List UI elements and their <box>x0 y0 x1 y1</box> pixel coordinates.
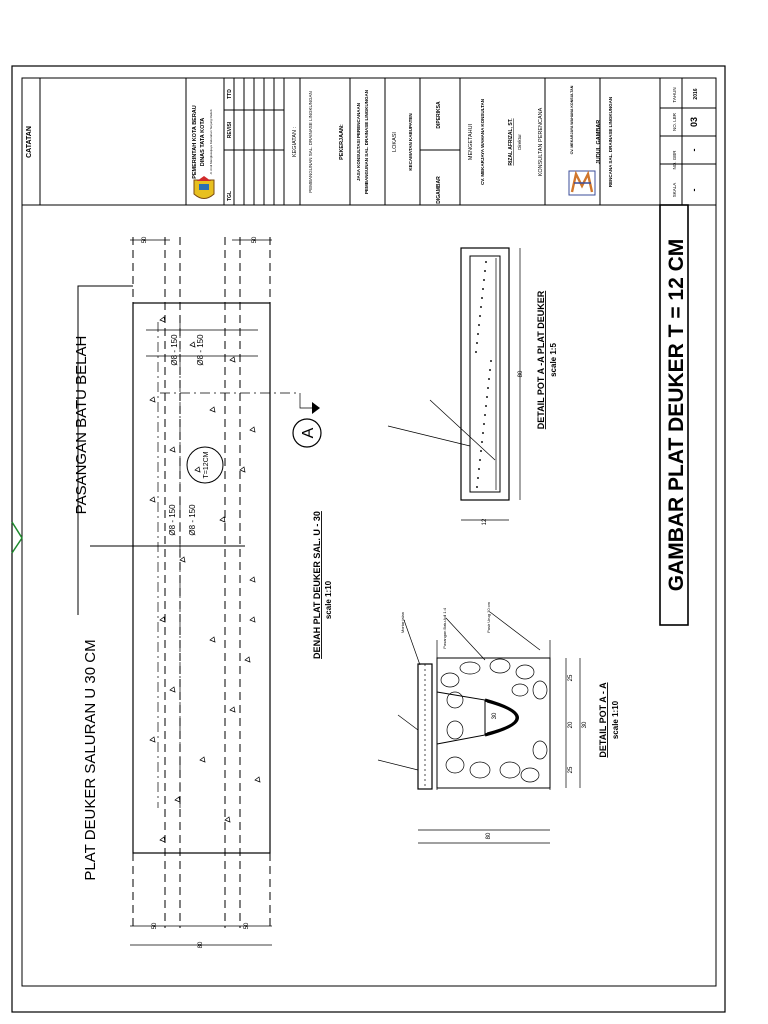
aggregate-mark <box>180 557 185 562</box>
stone-mark <box>516 665 534 679</box>
aggregate-mark <box>225 817 230 822</box>
aggregate-mark <box>255 777 260 782</box>
dimension: 80 <box>198 941 204 949</box>
drawn-label: DIGAMBAR <box>436 176 442 204</box>
concrete-mark <box>490 360 491 361</box>
aggregate-mark <box>150 397 155 402</box>
rev-header-sign: TTD <box>227 89 233 99</box>
dimension: 50 <box>244 922 250 930</box>
activity-label: KEGIATAN : <box>292 126 298 158</box>
dimension: 80 <box>486 832 492 840</box>
section-aa-caption: DETAIL POT A - A <box>598 682 608 758</box>
dimension: 25 <box>568 766 574 774</box>
aggregate-mark <box>210 407 215 412</box>
drawing-frame <box>22 78 716 986</box>
slab-scale: scale 1:5 <box>549 343 558 377</box>
aggregate-mark <box>170 687 175 692</box>
aggregate-mark <box>160 617 165 622</box>
concrete-mark <box>485 405 486 406</box>
concrete-mark <box>488 378 489 379</box>
concrete-mark <box>481 297 482 298</box>
rebar-label: Ø8 - 150 <box>170 334 179 366</box>
stone-mark <box>490 659 510 673</box>
aggregate-mark <box>245 657 250 662</box>
dimension: 30 <box>492 712 498 720</box>
agency-name: PEMERINTAH KOTA BERAU <box>192 105 198 179</box>
rebar-label: Ø8 - 150 <box>196 334 205 366</box>
stone-mark <box>533 741 547 759</box>
rebar-label: Ø8 - 150 <box>188 504 197 536</box>
dimension: 30 <box>582 721 588 729</box>
scale-label: SKALA <box>672 182 677 198</box>
stone-mark <box>500 762 520 778</box>
job-label: PEKERJAAN: <box>339 124 345 160</box>
aggregate-mark <box>190 342 195 347</box>
aggregate-mark <box>150 497 155 502</box>
concrete-mark <box>481 441 482 442</box>
dimension: 80 <box>518 370 524 378</box>
concrete-mark <box>479 459 480 460</box>
aggregate-mark <box>160 317 165 322</box>
notes-label: CATATAN <box>26 126 33 158</box>
aggregate-mark <box>160 837 165 842</box>
stone-mark <box>441 673 459 687</box>
edge-marker <box>12 522 22 553</box>
page-label: NO. LBR <box>672 112 677 132</box>
title-block <box>40 78 716 205</box>
label-masonry: Pasangan Batu Adl 1:4 <box>442 608 447 649</box>
location-label: LOKASI <box>392 132 398 152</box>
concrete-mark <box>480 306 481 307</box>
aggregate-mark <box>250 617 255 622</box>
concrete-mark <box>483 423 484 424</box>
dimension: 50 <box>252 236 258 244</box>
concrete-mark <box>475 351 476 352</box>
stone-mark <box>446 757 464 773</box>
concrete-mark <box>485 261 486 262</box>
concrete-mark <box>476 486 477 487</box>
dimension: 50 <box>142 236 148 244</box>
slab-caption: DETAIL POT A -A PLAT DEUKER <box>536 290 546 430</box>
aggregate-mark <box>175 797 180 802</box>
section-marker: A <box>300 427 317 439</box>
stone-mark <box>447 692 463 708</box>
job-value: PEMBANGUNAN SAL. DRAINASE LINGKUNGAN <box>364 89 369 195</box>
aggregate-mark <box>170 447 175 452</box>
activity-value: PEMBANGUNAN SAL. DRAINASE LINGKUNGAN <box>308 91 313 193</box>
aggregate-mark <box>250 427 255 432</box>
sheet-no-label: NO. GBR <box>672 150 677 170</box>
label-stone: PASANGAN BATU BELAH <box>73 335 90 515</box>
plan-scale: scale 1:10 <box>324 580 333 620</box>
aggregate-mark <box>220 517 225 522</box>
concrete-mark <box>484 414 485 415</box>
dimension: 12 <box>482 518 488 526</box>
main-title: GAMBAR PLAT DEUKER T = 12 CM <box>665 238 688 592</box>
section-slab-detail <box>388 248 520 520</box>
person-role: Direktur <box>517 134 522 150</box>
section-aa-scale: scale 1:10 <box>611 700 620 740</box>
sheet-no-value: - <box>689 148 699 152</box>
concrete-mark <box>484 270 485 271</box>
concrete-mark <box>482 288 483 289</box>
sheet-border <box>12 66 725 1012</box>
aggregate-mark <box>150 737 155 742</box>
dimension: 50 <box>152 922 158 930</box>
location-value: KECAMATAN KABUPATEN <box>408 113 413 171</box>
concrete-mark <box>487 387 488 388</box>
concrete-mark <box>479 315 480 316</box>
stone-mark <box>533 681 547 699</box>
approved-label: MENGETAHUI <box>468 123 474 161</box>
stone-mark <box>512 684 528 696</box>
concrete-mark <box>482 432 483 433</box>
concrete-mark <box>478 468 479 469</box>
stone-mark <box>460 662 480 674</box>
concrete-mark <box>489 369 490 370</box>
agency-address: Jl. Andi Mangkuwijaya Kelurahan Tanjung Redeb <box>209 109 213 175</box>
consultant-logo <box>569 171 595 195</box>
thickness-label: T=12CM <box>203 451 210 479</box>
scale-value: - <box>689 188 699 192</box>
drawing-title-label: JUDUL GAMBAR <box>596 119 602 165</box>
stone-mark <box>521 768 539 782</box>
rebar-label: Ø8 - 150 <box>168 504 177 536</box>
dimension: 25 <box>568 674 574 682</box>
label-slab: PLAT DEUKER SALURAN U 30 CM <box>82 639 99 881</box>
slab-outline <box>133 303 270 853</box>
section-a-a <box>378 612 580 843</box>
stone-mark <box>447 721 463 739</box>
consultant-label: KONSULTAN PERENCANA <box>538 107 544 177</box>
person-name: RIZAL AFRIZAL, ST. <box>508 118 514 166</box>
concrete-mark <box>477 477 478 478</box>
concrete-mark <box>477 333 478 334</box>
concrete-mark <box>483 279 484 280</box>
aggregate-mark <box>210 637 215 642</box>
year-value: 2016 <box>693 88 699 100</box>
plan-caption: DENAH PLAT DEUKER SAL. U - 30 <box>312 511 322 659</box>
concrete-mark <box>486 396 487 397</box>
concrete-mark <box>480 450 481 451</box>
aggregate-mark <box>240 467 245 472</box>
company-name: CV. MEKARJAYA WAHANA KONSULTAN <box>480 98 485 186</box>
job-value: JASA KONSULTASI PERENCANAAN <box>356 103 361 181</box>
rev-header-revision: REVISI <box>227 121 233 139</box>
aggregate-mark <box>230 357 235 362</box>
aggregate-mark <box>250 577 255 582</box>
checked-label: DIPERIKSA <box>436 101 442 129</box>
agency-dept: DINAS TATA KOTA <box>200 117 206 167</box>
aggregate-mark <box>200 757 205 762</box>
concrete-mark <box>478 324 479 325</box>
drawing-title-value: RENCANA SAL. DRAINASE LINGKUNGAN <box>608 96 613 188</box>
stone-mark <box>470 762 490 778</box>
aggregate-mark <box>195 467 200 472</box>
rev-header-date: TGL <box>227 191 233 201</box>
aggregate-mark <box>230 707 235 712</box>
concrete-mark <box>476 342 477 343</box>
dimension: 20 <box>568 721 574 729</box>
consultant-name: CV. MEKARJAYA WAHANA KONSULTAN <box>570 85 574 155</box>
label-mortar: Mortar jalan <box>400 612 405 634</box>
year-label: TAHUN <box>672 87 677 103</box>
label-sand: Pasir Urug 10 cm <box>486 602 491 633</box>
page-value: 03 <box>689 116 699 128</box>
